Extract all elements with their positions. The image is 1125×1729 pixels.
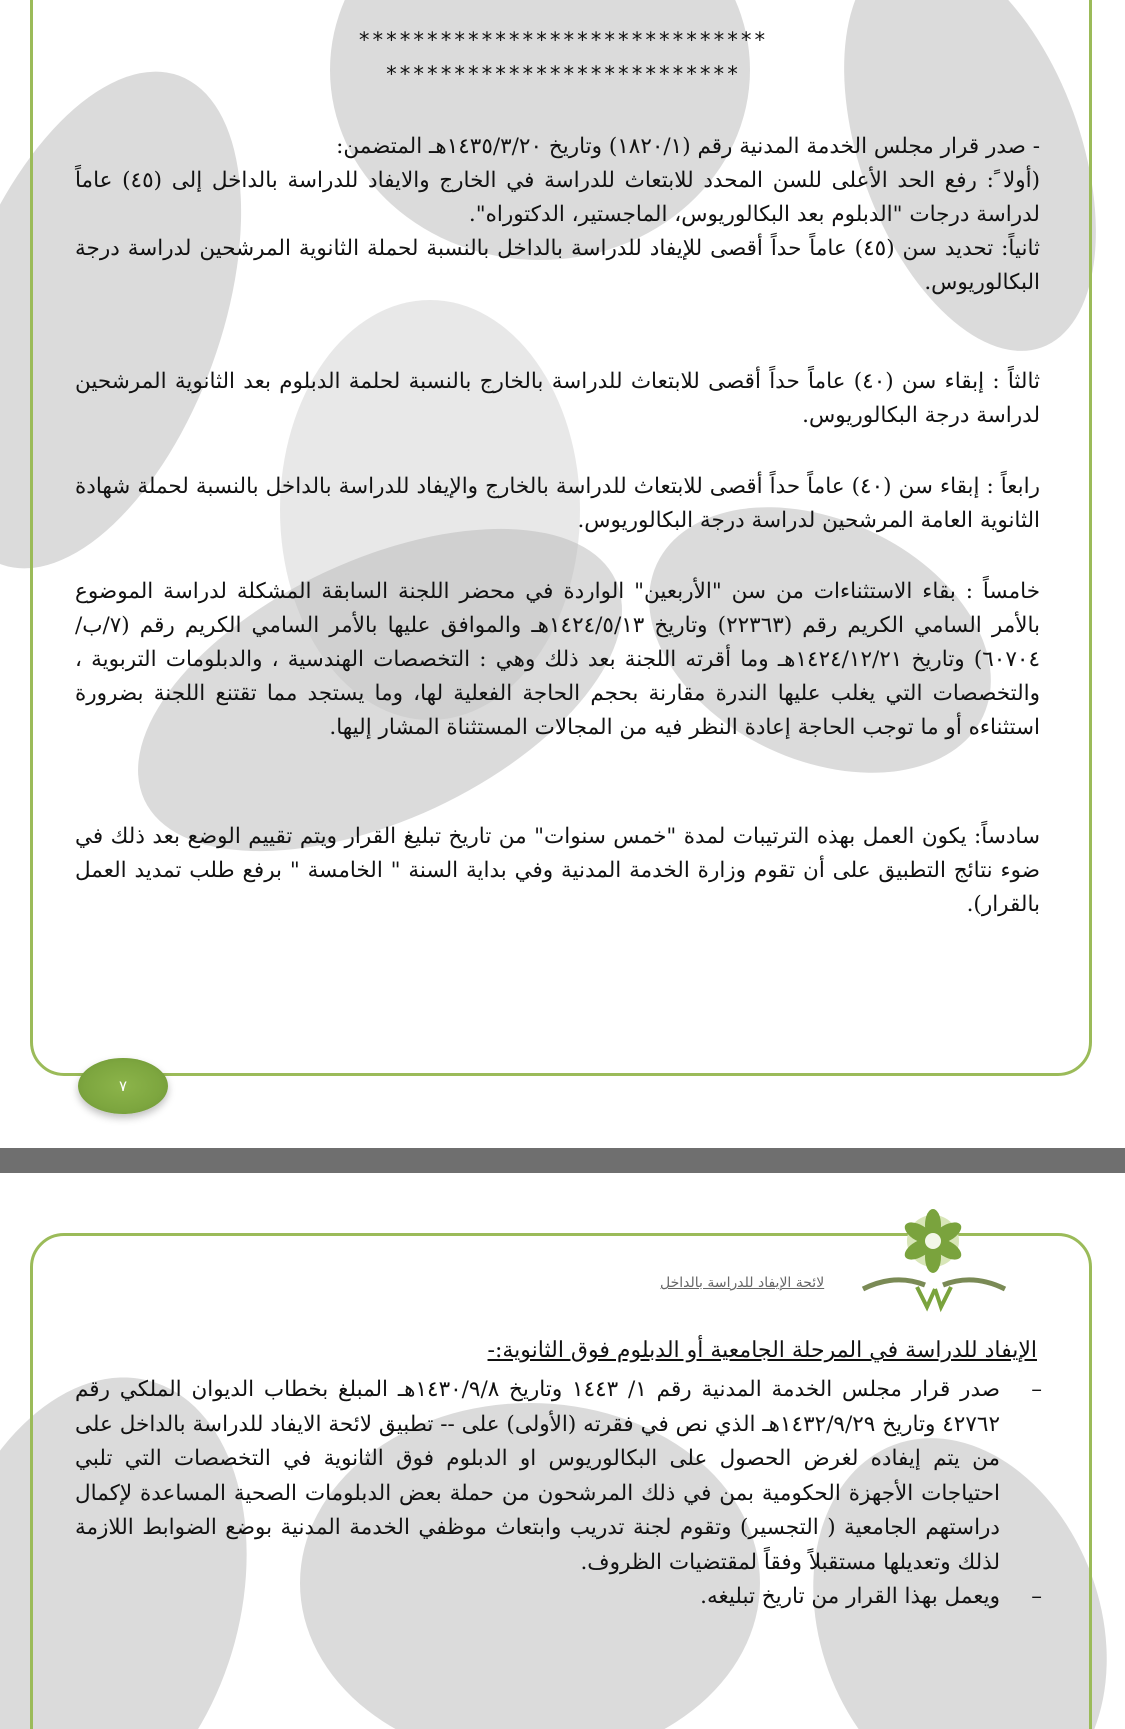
decision-text bbox=[75, 575, 1040, 745]
logo-icon bbox=[855, 1203, 1015, 1313]
decision-text bbox=[75, 365, 1040, 433]
list-item bbox=[75, 1580, 1050, 1615]
paragraph-fifth: خامساً : بقاء الاستثناءات من سن "الأربعين" الواردة في محضر اللجنة السابقة المشكلة لدراسة الموضوع بالأمر السامي الكريم رقم (٢٢٣٦٣) وتاريخ ١٤٢٤/٥/١٣هـ والموافق عليها بالأمر السامي الكريم رقم (٧/ب/٦٠٧٠٤) وتاريخ ١٤٢٤/١٢/٢١هـ وما أقرته اللجنة بعد ذلك وهي : التخصصات الهندسية ، والدبلومات التربوية ، والتخصصات التي يغلب عليها الندرة مقارنة بحجم الحاجة الفعلية لها، وما يستجد مما تقتنع اللجنة بضرورة استثناءه أو ما توجب الحاجة إعادة النظر فيه من المجالات المستثناة المشار إليها. bbox=[75, 579, 1041, 740]
list-item-text: صدر قرار مجلس الخدمة المدنية رقم ١/ ١٤٤٣ وتاريخ ١٤٣٠/٩/٨هـ المبلغ بخطاب الديوان الملكي رقم ٤٢٧٦٢ وتاريخ ١٤٣٢/٩/٢٩هـ الذي نص في فقرته (الأولى) على -- تطبيق لائحة الايفاد للدراسة بالداخل على من يتم إيفاده لغرض الحصول على البكالوريوس او الدبلوم فوق الثانوية في التخصصات التي تلبي احتياجات الأجهزة الحكومية بمن في ذلك المرشحون من حملة بعض الدبلومات الصحية المساعدة لإكمال دراستهم الجامعية ( التجسير) وتقوم لجنة تدريب وابتعاث موظفي الخدمة المدنية بوضع الضوابط اللازمة لذلك وتعديلها مستقبلاً وفقاً لمقتضيات الظروف. bbox=[75, 1377, 1000, 1575]
paragraph-third: ثالثاً : إبقاء سن (٤٠) عاماً حداً أقصى للابتعاث للدراسة بالخارج بالنسبة لحلمة الدبلوم بعد الثانوية المرشحين لدراسة درجة البكالوريوس. bbox=[75, 369, 1041, 428]
paragraph-second: ثانياً: تحديد سن (٤٥) عاماً حداً أقصى للإيفاد للدراسة بالداخل بالنسبة لحملة الثانوية المرشحين لدراسة درجة البكالوريوس. bbox=[75, 236, 1040, 295]
decision-list bbox=[75, 1373, 1050, 1615]
list-item bbox=[75, 1373, 1050, 1580]
decision-text bbox=[75, 130, 1040, 300]
page-header-title: لائحة الإيفاد للدراسة بالداخل bbox=[660, 1275, 825, 1291]
decision-text bbox=[75, 820, 1040, 922]
page-number-badge: ٧ bbox=[78, 1058, 168, 1114]
paragraph-intro: - صدر قرار مجلس الخدمة المدنية رقم (١٨٢٠/١) وتاريخ ١٤٣٥/٣/٢٠هـ المتضمن: bbox=[336, 134, 1040, 159]
paragraph-first: (أولا ً: رفع الحد الأعلى للسن المحدد للابتعاث للدراسة في الخارج والايفاد للدراسة بالداخل إلى (٤٥) عاماً لدراسة درجات "الدبلوم بعد البكالوريوس، الماجستير، الدكتوراه". bbox=[75, 168, 1040, 227]
separator-stars: ****************************** bbox=[357, 28, 768, 52]
page-divider bbox=[0, 1148, 1125, 1173]
list-item-text: ويعمل بهذا القرار من تاريخ تبليغه. bbox=[700, 1584, 1000, 1609]
section-heading: الإيفاد للدراسة في المرحلة الجامعية أو الدبلوم فوق الثانوية:- bbox=[487, 1338, 1037, 1363]
separator-stars: ************************** bbox=[385, 62, 740, 86]
decision-text bbox=[75, 470, 1040, 538]
paragraph-sixth: سادساً: يكون العمل بهذه الترتيبات لمدة "خمس سنوات" من تاريخ تبليغ القرار ويتم تقييم الوضع بعد ذلك في ضوء نتائج التطبيق على أن تقوم وزارة الخدمة المدنية وفي بداية السنة " الخامسة " برفع طلب تمديد العمل بالقرار). bbox=[75, 824, 1040, 917]
bullet-dash: – bbox=[1031, 1584, 1042, 1609]
document-page-8 bbox=[0, 1173, 1125, 1729]
paragraph-fourth: رابعاً : إبقاء سن (٤٠) عاماً حداً أقصى للابتعاث للدراسة بالخارج والإيفاد للدراسة بالداخل بالنسبة لحملة شهادة الثانوية العامة المرشحين لدراسة درجة البكالوريوس. bbox=[75, 474, 1041, 533]
bullet-dash: – bbox=[1031, 1377, 1042, 1402]
